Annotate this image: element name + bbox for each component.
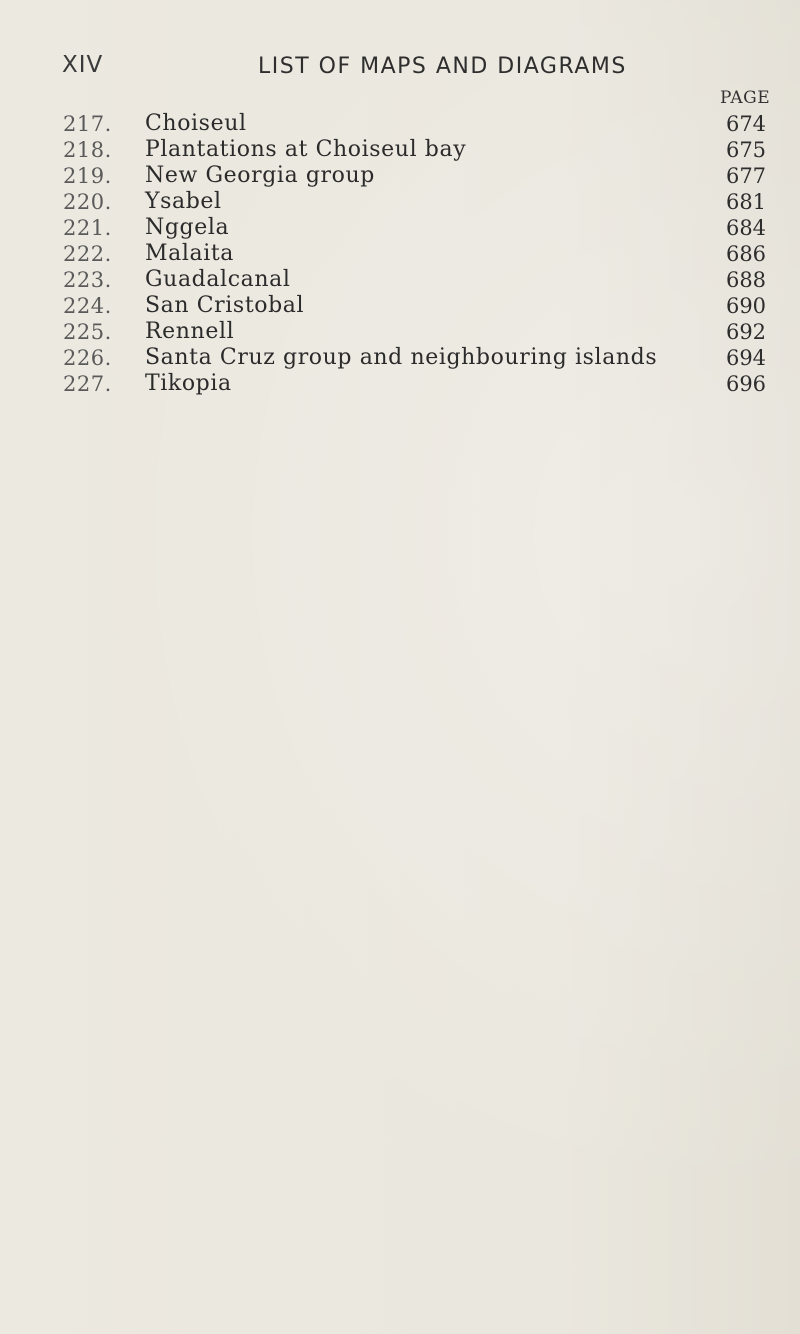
entry-number: 220. xyxy=(63,190,112,214)
entry-title: San Cristobal xyxy=(145,293,305,318)
list-item xyxy=(0,215,800,241)
entry-title: Tikopia xyxy=(145,371,232,396)
list-item xyxy=(0,163,800,189)
entry-page: 688 xyxy=(725,268,767,292)
entry-page: 681 xyxy=(725,190,767,214)
entry-title: New Georgia group xyxy=(145,163,375,188)
entry-title: Nggela xyxy=(145,215,230,240)
entry-title: Guadalcanal xyxy=(145,267,291,292)
list-item xyxy=(0,267,800,293)
entry-page: 686 xyxy=(725,242,767,266)
list-item xyxy=(0,189,800,215)
list-item xyxy=(0,319,800,345)
entry-title: Santa Cruz group and neighbouring islands xyxy=(145,345,658,370)
list-item xyxy=(0,241,800,267)
entry-title: Ysabel xyxy=(145,189,222,214)
page-number: XIV xyxy=(62,52,104,78)
entry-number: 225. xyxy=(63,320,112,344)
entry-page: 694 xyxy=(725,346,767,370)
entry-number: 217. xyxy=(63,112,112,136)
list-item xyxy=(0,293,800,319)
entry-page: 677 xyxy=(725,164,767,188)
list-item xyxy=(0,345,800,371)
entry-number: 221. xyxy=(63,216,112,240)
entry-page: 696 xyxy=(725,372,767,396)
list-item xyxy=(0,371,800,397)
entry-number: 223. xyxy=(63,268,112,292)
entry-number: 226. xyxy=(63,346,112,370)
entry-number: 218. xyxy=(63,138,112,162)
page-column-label: PAGE xyxy=(720,88,771,108)
entry-page: 675 xyxy=(725,138,767,162)
entry-title: Plantations at Choiseul bay xyxy=(145,137,467,162)
entry-number: 227. xyxy=(63,372,112,396)
entry-title: Rennell xyxy=(145,319,235,344)
entry-number: 219. xyxy=(63,164,112,188)
list-item xyxy=(0,111,800,137)
entry-page: 674 xyxy=(725,112,767,136)
map-list xyxy=(0,111,800,397)
entry-number: 224. xyxy=(63,294,112,318)
entry-number: 222. xyxy=(63,242,112,266)
running-head: LIST OF MAPS AND DIAGRAMS xyxy=(258,54,627,79)
entry-page: 692 xyxy=(725,320,767,344)
entry-title: Malaita xyxy=(145,241,234,266)
entry-page: 690 xyxy=(725,294,767,318)
entry-title: Choiseul xyxy=(145,111,247,136)
list-item xyxy=(0,137,800,163)
entry-page: 684 xyxy=(725,216,767,240)
